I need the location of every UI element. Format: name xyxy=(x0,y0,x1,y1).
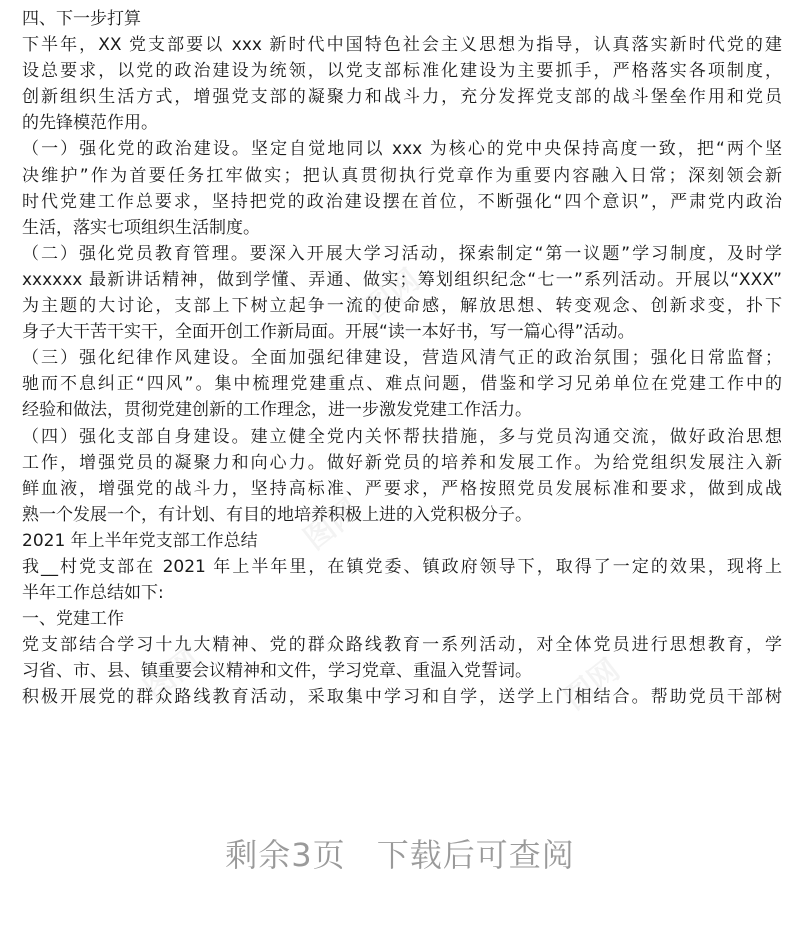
document-line: 2021 年上半年党支部工作总结 xyxy=(22,530,258,551)
document-line: （四）强化支部自身建设。建立健全党内关怀帮扶措施，多与党员沟通交流，做好政治思想 xyxy=(22,426,782,447)
document-line: 四、下一步打算 xyxy=(22,9,141,29)
document-line: 设总要求，以党的政治建设为统领，以党支部标准化建设为主要抓手，严格落实各项制度， xyxy=(22,61,782,82)
document-line: 决维护”作为首要任务扛牢做实；把认真贯彻执行党章作为重要内容融入日常；深刻领会新 xyxy=(22,165,782,186)
document-line: 党支部结合学习十九大精神、党的群众路线教育一系列活动，对全体党员进行思想教育，学 xyxy=(22,635,782,656)
document-line: 熟一个发展一个，有计划、有目的地培养积极上进的入党积极分子。 xyxy=(22,504,532,525)
document-line: 经验和做法，贯彻党建创新的工作理念，进一步激发党建工作活力。 xyxy=(22,400,532,421)
document-line: 下半年，XX 党支部要以 xxx 新时代中国特色社会主义思想为指导，认真落实新时代党的建 xyxy=(22,35,782,56)
document-line: 积极开展党的群众路线教育活动，采取集中学习和自学，送学上门相结合。帮助党员干部树 xyxy=(22,687,782,708)
document-body xyxy=(22,6,782,711)
document-line: 一、党建工作 xyxy=(22,609,124,630)
document-line: 的先锋模范作用。 xyxy=(22,113,158,134)
document-line: 身子大干苦干实干，全面开创工作新局面。开展“读一本好书，写一篇心得”活动。 xyxy=(22,322,635,343)
document-line: 工作，增强党员的凝聚力和向心力。做好新党员的培养和发展工作。为给党组织发展注入新 xyxy=(22,452,782,473)
document-line: 鲜血液，增强党的战斗力，坚持高标准、严要求，严格按照党员发展标准和要求，做到成战 xyxy=(22,478,782,499)
document-line: 生活，落实七项组织生活制度。 xyxy=(22,217,260,238)
document-line: xxxxxx 最新讲话精神，做到学懂、弄通、做实；筹划组织纪念“七一”系列活动。开展以“XXX” xyxy=(22,269,782,290)
document-line: 时代党建工作总要求，坚持把党的政治建设摆在首位，不断强化“四个意识”，严肃党内政治 xyxy=(22,191,782,212)
document-line: （三）强化纪律作风建设。全面加强纪律建设，营造风清气正的政治氛围；强化日常监督； xyxy=(22,348,782,369)
document-line: 创新组织生活方式，增强党支部的凝聚力和战斗力，充分发挥党支部的战斗堡垒作用和党员 xyxy=(22,87,782,108)
document-line: （一）强化党的政治建设。坚定自觉地同以 xxx 为核心的党中央保持高度一致，把“两个坚 xyxy=(22,139,782,160)
document-line: 我__村党支部在 2021 年上半年里，在镇党委、镇政府领导下，取得了一定的效果，现将上 xyxy=(22,556,782,577)
remaining-pages-notice: 剩余3页 下载后可查阅 xyxy=(225,836,575,874)
document-line: 半年工作总结如下: xyxy=(22,583,164,604)
document-line: 驰而不息纠正“四风”。集中梳理党建重点、难点问题，借鉴和学习兄弟单位在党建工作中的 xyxy=(22,374,782,395)
document-line: 习省、市、县、镇重要会议精神和文件，学习党章、重温入党誓词。 xyxy=(22,661,532,682)
document-line: （二）强化党员教育管理。要深入开展大学习活动，探索制定“第一议题”学习制度，及时学 xyxy=(22,243,782,264)
document-line: 为主题的大讨论，支部上下树立起争一流的使命感，解放思想、转变观念、创新求变，扑下 xyxy=(22,296,782,317)
